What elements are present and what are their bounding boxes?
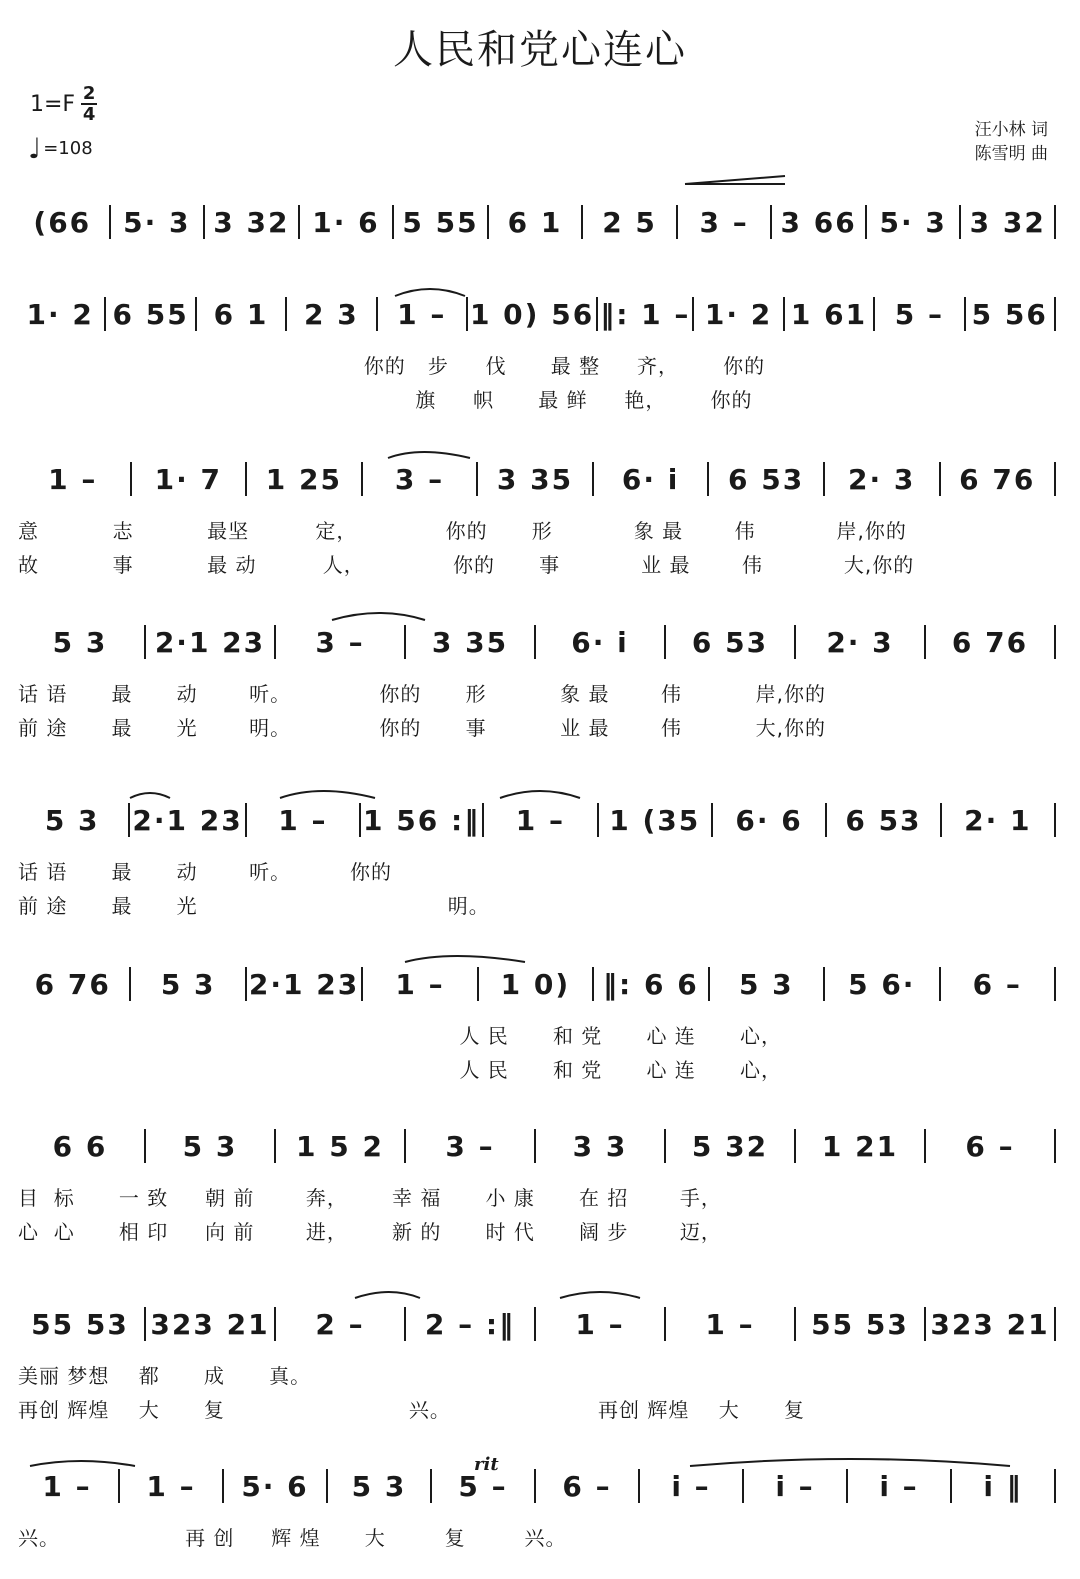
lyric-line: 你的 步 伐 最 整 齐， 你的 (18, 354, 766, 378)
measure: 6 76 (34, 967, 111, 1001)
lyricist: 汪小林 词 (974, 120, 1048, 140)
measure: 2· 3 (826, 625, 894, 659)
measure: 5· 3 (123, 205, 191, 239)
measure: 1 61 (790, 297, 868, 331)
notation-line (18, 198, 1058, 246)
barline (664, 1129, 666, 1163)
barline (245, 462, 247, 496)
notation-line (18, 796, 1058, 844)
measure: 1· 7 (154, 462, 223, 496)
barline (638, 1469, 640, 1503)
measure: 5 32 (691, 1129, 769, 1163)
measure: 5 3 (44, 803, 100, 837)
score-system (0, 290, 1080, 412)
barline (592, 967, 594, 1001)
lyric-line: 兴。 再 创 辉 煌 大 复 兴。 (18, 1526, 567, 1550)
lyric-line: 前 途 最 光 明。 你的 事 业 最 伟 大,你的 (18, 716, 826, 740)
measure: 5· 6 (241, 1469, 309, 1503)
barline (1054, 297, 1056, 331)
measure: 6 53 (691, 625, 769, 659)
barline (274, 625, 276, 659)
barline (823, 967, 825, 1001)
barline (873, 297, 875, 331)
measure: 6 53 (845, 803, 922, 837)
measure: 1· 2 (26, 297, 94, 331)
barline (274, 1307, 276, 1341)
barline (285, 297, 287, 331)
notation-line (18, 1462, 1058, 1510)
barline (964, 297, 966, 331)
measure: 55 53 (31, 1307, 129, 1341)
barline (794, 625, 796, 659)
measure: 5 3 (182, 1129, 238, 1163)
barline (534, 1307, 536, 1341)
measure: 3 3 (572, 1129, 628, 1163)
measure: 1 21 (821, 1129, 899, 1163)
measure: 6· 6 (735, 803, 803, 837)
measure: 3 – (445, 1129, 495, 1163)
measure: 6· i (571, 625, 629, 659)
barline (144, 1129, 146, 1163)
barline (711, 803, 713, 837)
measure: 323 21 (930, 1307, 1050, 1341)
notation-line (18, 618, 1058, 666)
barline (144, 1307, 146, 1341)
barline (1054, 625, 1056, 659)
score-system (0, 618, 1080, 740)
measure: 1 – (146, 1469, 196, 1503)
barline (676, 205, 678, 239)
measure: 6 – (972, 967, 1022, 1001)
barline (770, 205, 772, 239)
barline (404, 1307, 406, 1341)
measure: 2· 3 (848, 462, 916, 496)
measure: 2 – (315, 1307, 365, 1341)
barline (195, 297, 197, 331)
measure: 2·1 23 (248, 967, 360, 1001)
lyric-line: 目 标 一 致 朝 前 奔， 幸 福 小 康 在 招 手， (18, 1186, 722, 1210)
barline (404, 1129, 406, 1163)
measure: ‖: 1 – (600, 297, 691, 331)
barline (487, 205, 489, 239)
measure: 2·1 23 (154, 625, 266, 659)
measure: 1 – (515, 803, 565, 837)
barline (823, 462, 825, 496)
time-signature (81, 84, 97, 124)
barline (359, 803, 361, 837)
measure: 6 1 (507, 205, 563, 239)
lyric-line: 话 语 最 动 听。 你的 (18, 860, 393, 884)
tempo-marking (28, 131, 93, 165)
measure: 1 – (705, 1307, 755, 1341)
barline (1054, 967, 1056, 1001)
barline (1054, 205, 1056, 239)
barline (376, 297, 378, 331)
barline (534, 625, 536, 659)
measure: 323 21 (150, 1307, 270, 1341)
lyric-line: 美丽 梦想 都 成 真。 (18, 1364, 312, 1388)
measure: 6 55 (112, 297, 189, 331)
measure: 3 66 (780, 205, 857, 239)
composer: 陈雪明 曲 (974, 144, 1048, 164)
barline (1054, 1129, 1056, 1163)
barline (466, 297, 468, 331)
barline (1054, 1307, 1056, 1341)
lyric-line: 心 心 相 印 向 前 进， 新 的 时 代 阔 步 迈， (18, 1220, 722, 1244)
key-label: 1=F (30, 91, 76, 117)
barline (939, 462, 941, 496)
barline (940, 803, 942, 837)
measure: 2· 1 (964, 803, 1032, 837)
lyric-line: 前 途 最 光 明。 (18, 894, 490, 918)
measure: 1· 6 (312, 205, 380, 239)
barline (950, 1469, 952, 1503)
barline (692, 297, 694, 331)
measure: 6 76 (959, 462, 1036, 496)
barline (203, 205, 205, 239)
score-system (0, 796, 1080, 918)
quarter-note-icon: ♩ (28, 131, 42, 165)
measure: i – (775, 1469, 815, 1503)
barline (118, 1469, 120, 1503)
measure: 1 – (42, 1469, 92, 1503)
barline (959, 205, 961, 239)
measure: 1 – (278, 803, 328, 837)
barline (104, 297, 106, 331)
measure: 2 5 (602, 205, 657, 239)
measure: 1 5 2 (296, 1129, 384, 1163)
barline (477, 967, 479, 1001)
lyric-line: 意 志 最坚 定， 你的 形 象 最 伟 岸,你的 (18, 519, 907, 543)
measure: 1 – (395, 967, 445, 1001)
measure: 1 – (575, 1307, 625, 1341)
measure: i – (879, 1469, 919, 1503)
measure: i – (671, 1469, 711, 1503)
tempo-value: =108 (43, 138, 93, 159)
lyric-line: 话 语 最 动 听。 你的 形 象 最 伟 岸,你的 (18, 682, 826, 706)
measure: 5 3 (738, 967, 794, 1001)
notation-line (18, 960, 1058, 1008)
measure: 1 – (48, 462, 98, 496)
lyric-line: 人 民 和 党 心 连 心， (18, 1024, 782, 1048)
barline (783, 297, 785, 331)
score-system (0, 455, 1080, 577)
barline (274, 1129, 276, 1163)
lyric-line: 人 民 和 党 心 连 心， (18, 1058, 782, 1082)
barline (708, 967, 710, 1001)
barline (592, 462, 594, 496)
measure: 3 35 (431, 625, 509, 659)
rit-marking: rit (474, 1454, 499, 1475)
measure: 1 – (397, 297, 447, 331)
score-system (0, 1122, 1080, 1244)
measure: 5 – (894, 297, 944, 331)
measure: 6 53 (728, 462, 805, 496)
barline (482, 803, 484, 837)
barline (825, 803, 827, 837)
barline (742, 1469, 744, 1503)
measure: i ‖ (983, 1469, 1023, 1503)
barline (924, 625, 926, 659)
lyric-line: 故 事 最 动 人， 你的 事 业 最 伟 大,你的 (18, 553, 915, 577)
barline (109, 205, 111, 239)
time-signature-bottom: 4 (82, 104, 96, 125)
measure: 3 – (699, 205, 749, 239)
score-system (0, 960, 1080, 1082)
measure: 3 – (394, 462, 445, 496)
barline (392, 205, 394, 239)
lyric-line: 旗 帜 最 鲜 艳， 你的 (18, 388, 753, 412)
measure: 3 35 (496, 462, 574, 496)
barline (430, 1469, 432, 1503)
measure: 2·1 23 (132, 803, 243, 837)
measure: 6 6 (52, 1129, 108, 1163)
measure: 5 – (458, 1469, 508, 1503)
measure: 6· i (621, 462, 680, 496)
barline (476, 462, 478, 496)
measure: 5 55 (402, 205, 479, 239)
barline (707, 462, 709, 496)
barline (581, 205, 583, 239)
barline (245, 803, 247, 837)
measure: (66 (33, 205, 92, 239)
notation-line (18, 1300, 1058, 1348)
measure: 55 53 (811, 1307, 909, 1341)
barline (129, 967, 131, 1001)
barline (846, 1469, 848, 1503)
key-signature (30, 84, 97, 124)
barline (597, 803, 599, 837)
barline (144, 625, 146, 659)
score-system (0, 1300, 1080, 1422)
barline (1054, 462, 1056, 496)
measure: 6 1 (213, 297, 269, 331)
measure: 5 6· (848, 967, 916, 1001)
score-system (0, 1462, 1080, 1572)
measure: 1 56 :‖ (363, 803, 481, 837)
measure: 2 3 (304, 297, 359, 331)
barline (222, 1469, 224, 1503)
measure: 2 – :‖ (424, 1307, 516, 1341)
measure: 1 0) (500, 967, 571, 1001)
barline (326, 1469, 328, 1503)
measure: 1· 2 (704, 297, 773, 331)
barline (939, 967, 941, 1001)
credits (975, 118, 1048, 166)
measure: 3 32 (969, 205, 1046, 239)
barline (1054, 1469, 1056, 1503)
measure: 6 76 (951, 625, 1029, 659)
measure: 1 0) 56 (469, 297, 595, 331)
barline (664, 625, 666, 659)
barline (664, 1307, 666, 1341)
page-title: 人民和党心连心 (393, 27, 687, 73)
barline (298, 205, 300, 239)
barline (128, 803, 130, 837)
measure: 1 25 (265, 462, 342, 496)
measure: 6 – (965, 1129, 1015, 1163)
measure: 6 – (562, 1469, 612, 1503)
measure: 5 56 (971, 297, 1048, 331)
measure: 5 3 (160, 967, 216, 1001)
notation-line (18, 455, 1058, 503)
measure: 1 (35 (609, 803, 701, 837)
barline (924, 1307, 926, 1341)
measure: ‖: 6 6 (603, 967, 699, 1001)
measure: 3 32 (213, 205, 290, 239)
measure: 5 3 (351, 1469, 407, 1503)
barline (361, 967, 363, 1001)
barline (794, 1129, 796, 1163)
barline (1054, 803, 1056, 837)
barline (130, 462, 132, 496)
measure: 5 3 (52, 625, 108, 659)
barline (794, 1307, 796, 1341)
barline (534, 1129, 536, 1163)
measure: 3 – (315, 625, 365, 659)
barline (245, 967, 247, 1001)
lyric-line: 再创 辉煌 大 复 兴。 再创 辉煌 大 复 (18, 1398, 805, 1422)
barline (924, 1129, 926, 1163)
notation-line (18, 1122, 1058, 1170)
barline (404, 625, 406, 659)
barline (596, 297, 598, 331)
barline (361, 462, 363, 496)
barline (534, 1469, 536, 1503)
notation-line (18, 290, 1058, 338)
barline (865, 205, 867, 239)
time-signature-top: 2 (82, 83, 96, 104)
measure: 5· 3 (879, 205, 947, 239)
